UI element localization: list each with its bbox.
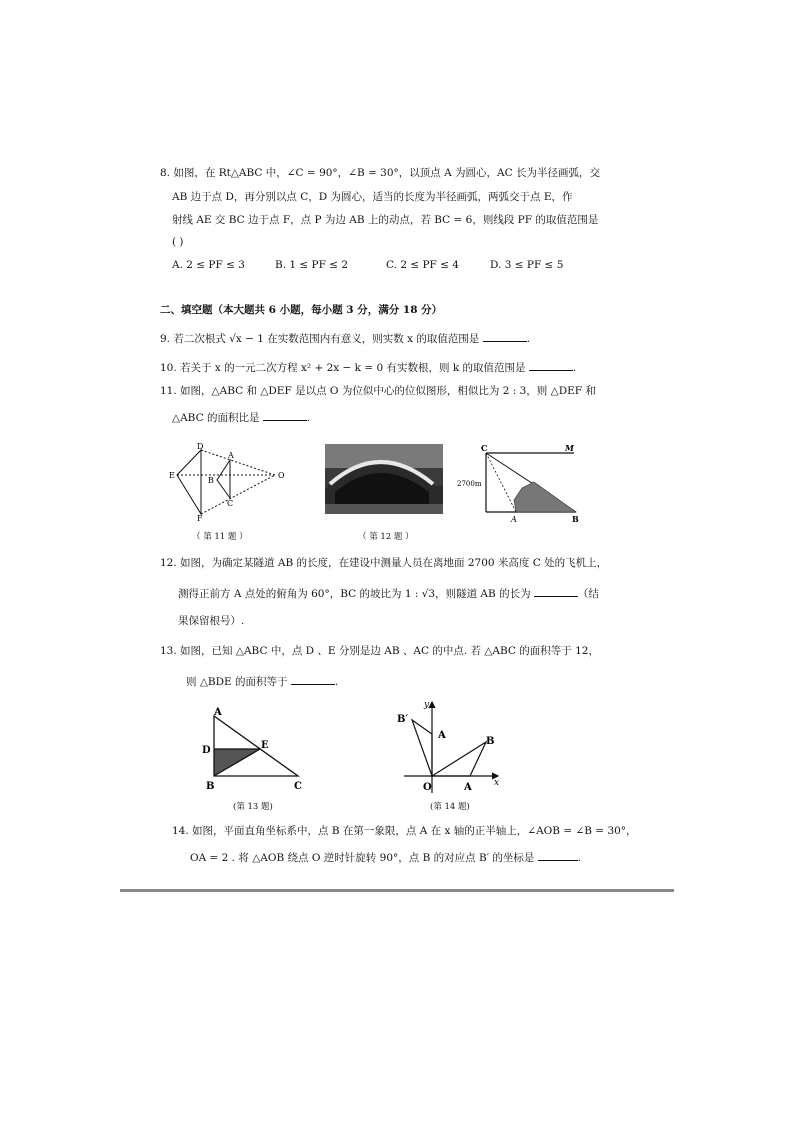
fig12-height-label: 2700m [457, 480, 482, 488]
q11-end: . [306, 412, 311, 424]
q9-answer-blank[interactable] [483, 331, 527, 342]
q11-answer-blank[interactable] [263, 410, 307, 421]
fig13-label-a: A [214, 707, 222, 718]
fig11-label-o: O [278, 471, 285, 480]
q12-line3: 果保留根号）. [178, 615, 245, 627]
fig13-label-d: D [202, 745, 211, 756]
q9-line [160, 331, 530, 346]
fig13-caption: (第 13 题) [233, 802, 273, 812]
bottom-divider [120, 889, 674, 892]
q13-line1: 13. 如图，已知 △ABC 中，点 D 、E 分别是边 AB 、AC 的中点. 若 △ABC 的面积等于 12， [160, 645, 599, 657]
fig12-label-a: A [511, 515, 517, 524]
q10-answer-blank[interactable] [529, 360, 573, 371]
q11-line1: 11. 如图，△ABC 和 △DEF 是以点 O 为位似中心的位似图形，相似比为 2 : 3，则 △DEF 和 [160, 385, 596, 397]
q10-text: 10. 若关于 x 的一元二次方程 x² + 2x − k = 0 有实数根，则 k 的取值范围是 [160, 362, 526, 374]
q13-text2: 则 △BDE 的面积等于 [186, 676, 288, 688]
q8-line3: 射线 AE 交 BC 边于点 F，点 P 为边 AB 上的动点，若 BC = 6，则线段 PF 的取值范围是 [172, 214, 599, 226]
fig12-photo-caption: （ 第 12 题 ） [358, 532, 414, 542]
q14-line1: 14. 如图，平面直角坐标系中，点 B 在第一象限，点 A 在 x 轴的正半轴上，∠AOB = ∠B = 30°， [172, 825, 637, 837]
q12-line2 [178, 586, 599, 601]
fig12-label-c: C [481, 443, 488, 453]
q12-tail: （结 [577, 588, 599, 600]
q8-option-b: B. 1 ≤ PF ≤ 2 [275, 259, 349, 271]
q8-bracket: ( ) [172, 236, 184, 248]
fig12-label-m: M [565, 443, 574, 453]
q8-line1: 8. 如图，在 Rt△ABC 中，∠C = 90°，∠B = 30°，以顶点 A 为圆心，AC 长为半径画弧，交 [160, 167, 600, 179]
q13-line2 [186, 674, 338, 689]
q12-answer-blank[interactable] [534, 586, 578, 597]
q14-line2 [190, 850, 581, 865]
fig13-label-c: C [294, 781, 302, 792]
q8-option-d: D. 3 ≤ PF ≤ 5 [490, 259, 564, 271]
q8-option-c: C. 2 ≤ PF ≤ 4 [386, 259, 459, 271]
fig11-label-f: F [197, 514, 203, 522]
fig11-label-e: E [169, 471, 175, 480]
fig11-caption: （ 第 11 题 ） [192, 532, 248, 542]
triangle-def [177, 450, 201, 514]
fig13-label-b: B [206, 781, 215, 792]
fig14-label-a: A [464, 782, 472, 793]
fig14-label-x: x [494, 778, 500, 788]
figure-13 [198, 704, 314, 796]
fig14-label-o: O [423, 782, 432, 793]
fig14-label-a-rotated: A [438, 730, 446, 741]
mountain-shape [514, 482, 576, 512]
q12-text2: 测得正前方 A 点处的俯角为 60°，BC 的坡比为 1 : √3，则隧道 AB 的长为 [178, 588, 531, 600]
q9-text: 9. 若二次根式 √x − 1 在实数范围内有意义，则实数 x 的取值范围是 [160, 333, 480, 345]
q14-text2: OA = 2 . 将 △AOB 绕点 O 逆时针旋转 90°，点 B 的对应点 B′ 的坐标是 [190, 852, 535, 864]
q13-answer-blank[interactable] [291, 674, 335, 685]
q14-end: . [577, 852, 582, 864]
fig14-label-y: y [424, 700, 430, 710]
fig13-label-e: E [261, 740, 269, 751]
fig14-label-b-prime: B′ [397, 714, 409, 725]
fig11-label-c: C [227, 499, 234, 508]
q14-answer-blank[interactable] [538, 850, 578, 861]
q8-option-a: A. 2 ≤ PF ≤ 3 [172, 259, 245, 271]
tunnel-photo [325, 444, 443, 514]
fig11-label-b: B [208, 476, 214, 485]
figure-14 [394, 698, 506, 796]
triangle-abc [217, 460, 230, 498]
figure-12 [454, 440, 584, 524]
q13-end: . [334, 676, 339, 688]
q10-line [160, 360, 576, 375]
fig14-label-b: B [486, 736, 495, 747]
q11-text2: △ABC 的面积比是 [172, 412, 260, 424]
q12-line1: 12. 如图，为确定某隧道 AB 的长度，在建设中测量人员在离地面 2700 米高度 C 处的飞机上， [160, 557, 608, 569]
fig14-caption: (第 14 题) [430, 802, 470, 812]
figure-11 [165, 440, 290, 522]
fig11-label-d: D [197, 442, 204, 451]
fig11-label-a: A [228, 451, 234, 460]
fig12-label-b: B [572, 514, 579, 524]
section-title: 二、填空题（本大题共 6 小题，每小题 3 分，满分 18 分） [160, 304, 443, 316]
q10-end: . [572, 362, 577, 374]
q11-line2 [172, 410, 310, 425]
q9-end: . [526, 333, 531, 345]
q8-line2: AB 边于点 D，再分别以点 C，D 为圆心，适当的长度为半径画弧，两弧交于点 E，作 [172, 191, 573, 203]
